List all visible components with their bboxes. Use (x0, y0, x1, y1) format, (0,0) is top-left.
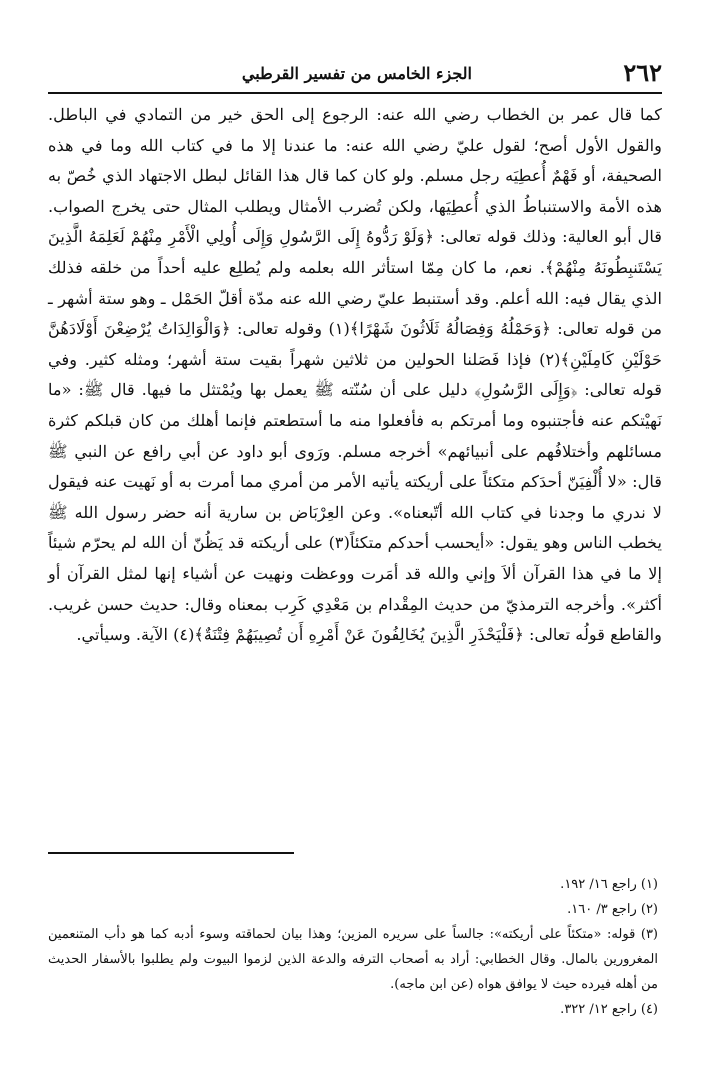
footnote-divider (48, 852, 294, 854)
footnote-1: (١) راجع ١٦/ ١٩٢. (560, 877, 658, 892)
body-paragraph: كما قال عمر بن الخطاب رضي الله عنه: الرجوع إلى الحق خير من التمادي في الباطل. والقول الأول أصح؛ لقول عليّ رضي الله عنه: ما عندنا إلا ما في كتاب الله وما في هذه الصحيفة، أو فَهْمٌ أُعطِيَه رجل مسلم. ولو كان كما قال هذا القائل لبطل الاجتهاد الذي خُصّ به هذه الأمة والاستنباطُ الذي أُعطِيَها، ولكن تُضرب الأمثال ويطلب المثال حتى يخرج الصواب. قال أبو العالية: وذلك قوله تعالى: ﴿وَلَوْ رَدُّوهُ إِلَى الرَّسُولِ وَإِلَى أُولِي الْأَمْرِ مِنْهُمْ لَعَلِمَهُ الَّذِينَ يَسْتَنبِطُونَهُ مِنْهُمْ﴾. نعم، ما كان مِمّا استأثر الله بعلمه ولم يُطلِع عليه أحداً من خلقه فذلك الذي يقال فيه: الله أعلم. وقد أستنبط عليّ رضي الله عنه مدّة أقلّ الحَمْل ـ وهو ستة أشهر ـ من قوله تعالى: ﴿وَحَمْلُهُ وَفِصَالُهُ ثَلَاثُونَ شَهْرًا﴾(١) وقوله تعالى: ﴿وَالْوَالِدَاتُ يُرْضِعْنَ أَوْلَادَهُنَّ حَوْلَيْنِ كَامِلَيْنِ﴾(٢) فإذا فَصَلنا الحولين من ثلاثين شهراً بقيت ستة أشهر؛ ومثله كثير. وفي قوله تعالى: ﴿وَإِلَى الرَّسُولِ﴾ دليل على أن سُنّته ﷺ يعمل بها ويُمْتثل ما فيها. قال ﷺ: «ما نَهيْتكم عنه فأجتنبوه وما أمرتكم به فأفعلوا منه ما أستطعتم فإنما أهلك من كان قبلكم كثرة مسائلهم وأختلافُهم على أنبيائهم» أخرجه مسلم. ورَوى أبو داود عن أبي رافع عن النبي ﷺ قال: «لا أُلْفِيَنّ أحدَكم متكئاً على أريكته يأتيه الأمر من أمري مما أمرت به أو نَهيت عنه فيقول لا ندري ما وجدنا في كتاب الله أتّبعناه». وعن العِرْبَاض بن سارية أنه حضر رسول الله ﷺ يخطب الناس وهو يقول: «أيحسب أحدكم متكئاً(٣) على أريكته قد يَظُنّ أن الله لم يحرّم شيئاً إلا ما في هذا القرآن ألاَ وإني والله قد أمَرت ووعظت ونهيت عن أشياء إنها لمثل القرآن أو أكثر». وأخرجه الترمذيّ من حديث المِقْدام بن مَعْدِي كَرِب بمعناه وقال: حديث حسن غريب. والقاطع قولُه تعالى: ﴿فَلْيَحْذَرِ الَّذِينَ يُخَالِفُونَ عَنْ أَمْرِهِ أَن تُصِيبَهُمْ فِتْنَةٌ﴾(٤) الآية. وسيأتي. (48, 105, 663, 645)
footnote-4: (٤) راجع ١٢/ ٣٢٢. (560, 1002, 658, 1017)
page-header (48, 58, 662, 94)
page-number: ٢٦٢ (623, 58, 662, 87)
footnote-2: (٢) راجع ٣/ ١٦٠. (567, 902, 658, 917)
footnotes (48, 872, 658, 1022)
main-text (48, 100, 662, 892)
footnote-3: (٣) قوله: «متكئاً على أريكته»: جالساً على سريره المزين؛ وهذا بيان لحماقته وسوء أدبه كما هو دأب المتنعمين المغرورين بالمال. وقال الخطابي: أراد به أصحاب الترفه والدعة الذين لزموا البيوت ولم يطلبوا بالأسفار الحديث من أهله فيرده حيث لا يوافق هواه (عن ابن ماجه). (48, 927, 658, 992)
running-title: الجزء الخامس من تفسير القرطبي (241, 64, 472, 83)
